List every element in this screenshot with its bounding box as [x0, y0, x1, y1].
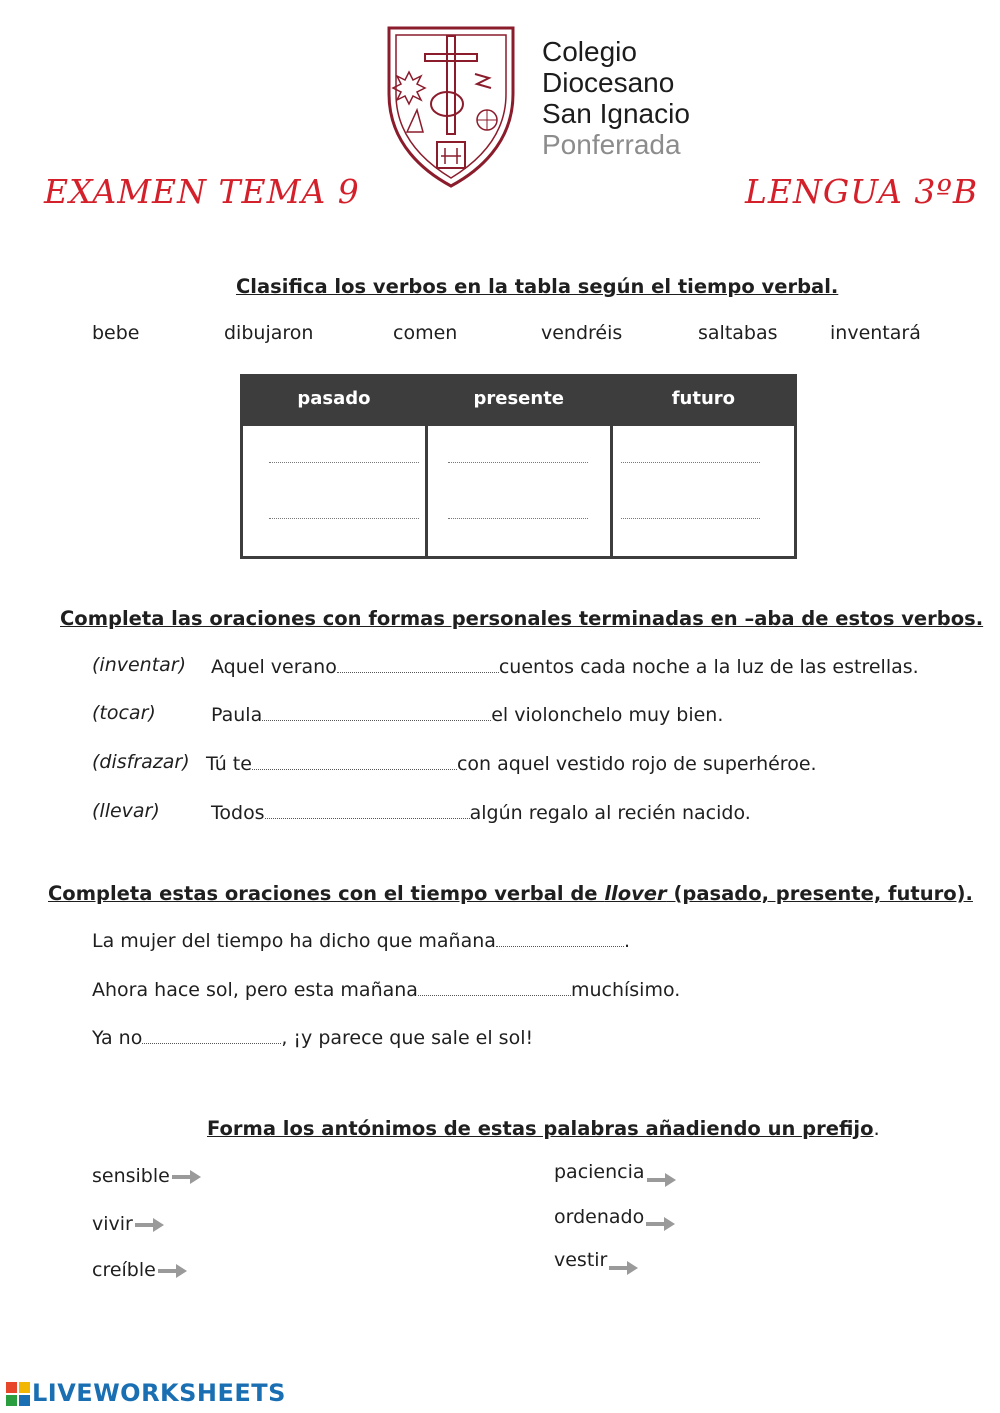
section3-heading-part1: Completa estas oraciones con el tiempo verbal de [48, 882, 605, 905]
answer-cell-presente[interactable] [426, 425, 611, 558]
school-city: Ponferrada [542, 129, 681, 160]
sentence-end: con aquel vestido rojo de superhéroe. [456, 753, 817, 775]
antonym-word: sensible [92, 1165, 170, 1187]
antonym-word: ordenado [554, 1206, 645, 1228]
sentence-end: algún regalo al recién nacido. [469, 802, 751, 824]
school-crest-icon [385, 24, 517, 190]
antonym-item [554, 1206, 676, 1228]
section3-heading [48, 882, 973, 905]
sentence-row [92, 928, 630, 952]
sentence-end: cuentos cada noche a la luz de las estrellas. [498, 656, 919, 678]
section3-heading-verb: llover [604, 882, 667, 905]
verb-word: comen [393, 322, 458, 344]
answer-cell-pasado[interactable] [242, 425, 427, 558]
sentence-row [92, 1025, 533, 1049]
sentence-start: Paula [211, 704, 263, 726]
sentence-start: Todos [211, 802, 265, 824]
sentence-row [92, 800, 160, 822]
sentence-row [92, 654, 186, 676]
antonym-word: paciencia [554, 1161, 645, 1183]
answer-blank[interactable] [496, 928, 624, 947]
verb-word: bebe [92, 322, 140, 344]
verb-hint: (llevar) [92, 800, 160, 822]
section4-heading [207, 1117, 880, 1140]
verb-word: saltabas [698, 322, 778, 344]
sentence-row [211, 800, 751, 824]
antonym-word: creíble [92, 1259, 156, 1281]
antonym-word: vivir [92, 1213, 133, 1235]
sentence-start: Aquel verano [211, 656, 337, 678]
column-header-presente: presente [426, 374, 611, 425]
column-header-futuro: futuro [611, 374, 795, 425]
sentence-row [92, 977, 680, 1001]
answer-blank[interactable] [262, 702, 491, 721]
answer-cell-futuro[interactable] [611, 425, 795, 558]
antonym-item [92, 1165, 202, 1187]
verb-hint: (disfrazar) [92, 751, 190, 773]
sentence-end: muchísimo. [570, 979, 681, 1001]
arrow-right-icon [609, 1261, 639, 1275]
antonym-word: vestir [554, 1249, 608, 1271]
liveworksheets-logo-icon [6, 1382, 30, 1406]
sentence-row [92, 702, 156, 724]
section4-heading-period: . [873, 1117, 880, 1140]
section2-heading: Completa las oraciones con formas personales terminadas en –aba de estos verbos. [60, 607, 984, 630]
column-header-pasado: pasado [242, 374, 427, 425]
sentence-row [206, 751, 817, 775]
section1-heading: Clasifica los verbos en la tabla según el tiempo verbal. [236, 275, 839, 298]
antonym-item [554, 1249, 639, 1271]
antonym-item [554, 1161, 677, 1183]
sentence-row [211, 654, 919, 678]
verb-word: dibujaron [224, 322, 314, 344]
sentence-end: , ¡y parece que sale el sol! [281, 1027, 534, 1049]
sentence-end: el violonchelo muy bien. [491, 704, 724, 726]
school-name-line3: San Ignacio [542, 98, 690, 129]
answer-blank[interactable] [418, 977, 571, 996]
sentence-start: La mujer del tiempo ha dicho que mañana [92, 930, 496, 952]
verb-hint: (inventar) [92, 654, 187, 676]
arrow-right-icon [647, 1173, 677, 1187]
section3-heading-part2: (pasado, presente, futuro). [666, 882, 973, 905]
liveworksheets-brand: LIVEWORKSHEETS [32, 1379, 286, 1407]
verb-word: inventará [830, 322, 921, 344]
antonym-item [92, 1213, 165, 1235]
verb-tense-table [240, 374, 797, 559]
answer-blank[interactable] [142, 1025, 281, 1044]
sentence-start: Ya no [92, 1027, 143, 1049]
exam-title: EXAMEN TEMA 9 [44, 172, 360, 211]
sentence-row [211, 702, 723, 726]
subject-title: LENGUA 3ºB [745, 172, 979, 211]
answer-blank[interactable] [337, 654, 499, 673]
arrow-right-icon [135, 1218, 165, 1232]
antonym-item [92, 1259, 188, 1281]
answer-blank[interactable] [265, 800, 470, 819]
verb-hint: (tocar) [92, 702, 156, 724]
section4-heading-text: Forma los antónimos de estas palabras añadiendo un prefijo [207, 1117, 874, 1140]
school-name-line1: Colegio [542, 36, 637, 67]
arrow-right-icon [646, 1217, 676, 1231]
school-name-line2: Diocesano [542, 67, 675, 98]
verb-word: vendréis [541, 322, 623, 344]
sentence-row [92, 751, 190, 773]
answer-blank[interactable] [252, 751, 457, 770]
sentence-start: Ahora hace sol, pero esta mañana [92, 979, 418, 1001]
school-name [542, 36, 690, 160]
sentence-start: Tú te [206, 753, 252, 775]
arrow-right-icon [158, 1264, 188, 1278]
sentence-end: . [623, 930, 630, 952]
arrow-right-icon [172, 1170, 202, 1184]
